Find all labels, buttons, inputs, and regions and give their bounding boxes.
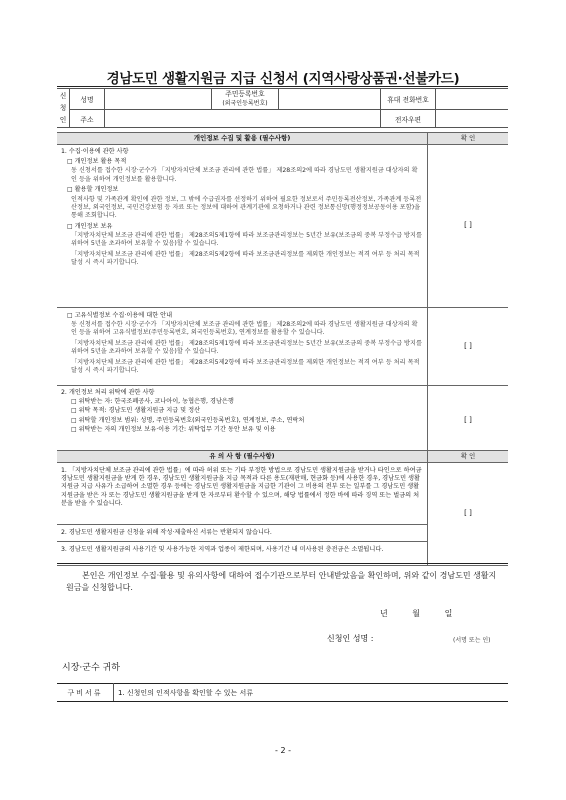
s2-item: □ 위탁받는 자: 한국조폐공사, 코나아이, 농협은행, 경남은행 <box>71 398 423 406</box>
phone-label: 휴대 전화번호 <box>381 89 436 110</box>
title-rule <box>57 86 508 87</box>
page-number: - 2 - <box>275 746 291 755</box>
privacy-check-1[interactable]: [ ] <box>428 144 509 307</box>
privacy-section-1 <box>57 144 428 307</box>
s1-purpose-title: □ 개인정보 활용 목적 <box>67 158 423 166</box>
caution-text-1: 1. 「지방자치단체 보조금 관리에 관한 법률」에 따라 허위 또는 기타 부정한 방법으로 경남도민 생활지원금을 받거나 타인으로 하여금 경남도민 생활지원금을 받게 한 경우, 경남도민 생활지원금을 지급 목적과 다른 용도(재판매, 현금화 등)에 사용한 경우, 경남도민 생활지원금 지급 사유가 소급하여 소멸한 경우 등에는 경남도민 생활지원금을 지급한 기관이 그 비용의 전부 또는 일부를 그 경남도민 생활지원금을 받은 자 또는 경남도민 생활지원금을 받게 한 자로부터 환수할 수 있으며, 해당 법률에서 정한 바에 따라 징역 또는 벌금의 처분을 받을 수 있습니다. <box>61 466 422 508</box>
recipient: 시장·군수 귀하 <box>62 663 120 673</box>
caution-text-2: 2. 경남도민 생활지원금 신청을 위해 작성·제출하신 서류는 반환되지 않습니다. <box>61 528 272 536</box>
side-char: 청 <box>59 104 67 112</box>
privacy-check-header: 확 인 <box>428 133 509 145</box>
signature-label: 신청인 성명 : <box>327 634 374 643</box>
side-char: 신 <box>59 92 67 100</box>
s1-title: 1. 수집·이용에 관한 사항 <box>61 147 129 155</box>
address-label: 주소 <box>70 110 105 128</box>
s1-retention-body2: 「지방자치단체 보조금 관리에 관한 법률」 제28조의5제2항에 따라 보조금관리정보를 제외한 개인정보는 적격 여부 등 처리 목적 달성 시 즉시 파기합니다. <box>71 250 420 267</box>
uid-body3: 「지방자치단체 보조금 관리에 관한 법률」 제28조의5제2항에 따라 보조금관리정보를 제외한 개인정보는 적격 여부 등 처리 목적 달성 시 즉시 파기합니다. <box>71 358 420 374</box>
signature-note: (서명 또는 인) <box>453 637 491 644</box>
uid-body1: 동 신청서를 접수한 시장·군수가 「지방자치단체 보조금 관리에 관한 법률」 제28조의2에 따라 경남도민 생활지원금 대상자의 확인 등을 위하여 고유식별정보(주민등록번호, 외국인등록번호), 연계정보를 활용할 수 있습니다. <box>71 321 418 337</box>
caution-item-1 <box>57 462 428 524</box>
s1-retention-title: □ 개인정보 보유 <box>67 223 423 231</box>
uid-body2: 「지방자치단체 보조금 관리에 관한 법률」 제28조의5제1항에 따라 보조금관리정보는 5년간 보유(보조금의 중복 부정수급 방지를 위하여 5년을 초과하여 보유할 수 있음)할 수 있습니다. <box>71 339 422 356</box>
s1-purpose-body: 동 신청서를 접수한 시장·군수가 「지방자치단체 보조금 관리에 관한 법률」 제28조의2에 따라 경남도민 생활지원금 대상자의 확인 등을 위하여 개인정보를 활용합니다. <box>71 167 418 183</box>
caution-check-header: 확 인 <box>428 451 509 463</box>
applicant-table <box>57 88 508 128</box>
rrn-label-line2: (외국인등록번호) <box>222 100 268 107</box>
privacy-check-2[interactable]: [ ] <box>428 307 509 385</box>
name-label: 성명 <box>70 89 105 110</box>
privacy-header: 개인정보 수집 및 활용 (필수사항) <box>57 133 428 145</box>
s2-item: □ 위탁 목적: 경남도민 생활지원금 지급 및 정산 <box>71 407 423 415</box>
date-line <box>380 608 452 619</box>
s2-item: □ 위탁받는 자의 개인정보 보유·이용 기간: 위탁업무 기간 동안 보유 및 이용 <box>71 426 423 434</box>
privacy-uid-section <box>57 307 428 385</box>
caution-text-3: 3. 경남도민 생활지원금의 사용기간 및 사용가능한 지역과 업종이 제한되며, 사용기간 내 미사용된 충전금은 소멸됩니다. <box>61 546 384 554</box>
name-field[interactable] <box>105 89 212 110</box>
rrn-label <box>212 89 279 110</box>
caution-check[interactable]: [ ] <box>428 462 509 565</box>
required-documents <box>57 683 508 702</box>
privacy-section-2 <box>57 385 428 455</box>
email-label: 전자우편 <box>381 110 436 128</box>
phone-field[interactable] <box>436 89 509 110</box>
caution-table <box>57 450 508 566</box>
s1-items-title: □ 활용할 개인정보 <box>67 186 423 194</box>
date-month: 월 <box>412 609 421 618</box>
s1-retention-body1: 「지방자치단체 보조금 관리에 관한 법률」 제28조의5제1항에 따라 보조금관리정보는 5년간 보유(보조금의 중복 부정수급 방지를 위하여 5년을 초과하여 보유할 수 있음)할 수 있습니다. <box>71 232 422 248</box>
form-title: 경남도민 생활지원금 지급 신청서 (지역사랑상품권·선불카드) <box>106 71 460 87</box>
uid-title: □ 고유식별정보 수집·이용에 대한 안내 <box>67 312 423 320</box>
date-day: 일 <box>444 609 453 618</box>
documents-label: 구비서류 <box>57 684 114 702</box>
privacy-table <box>57 132 508 456</box>
privacy-check-3[interactable]: [ ] <box>428 385 509 455</box>
caution-bottom-rule <box>57 563 508 564</box>
date-year: 년 <box>380 609 388 618</box>
s2-item: □ 위탁할 개인정보 범위: 성명, 주민등록번호(외국인등록번호), 연계정보, 주소, 연락처 <box>71 417 423 425</box>
side-char: 인 <box>59 116 67 124</box>
documents-value: 1. 신청인의 인적사항을 확인할 수 있는 서류 <box>114 684 509 702</box>
caution-header: 유 의 사 항 (필수사항) <box>57 451 428 463</box>
rrn-label-line1: 주민등록번호 <box>225 90 265 98</box>
s1-items-body: 인적사항 및 가족관계 확인에 관한 정보, 그 밖에 수급권자를 선정하기 위하여 필요한 정보로서 주민등록전산정보, 가족관계 등록전산정보, 외국인정보, 국민건강보험 등 자료 또는 정보에 대하여 관계기관에 요청하거나 관련 정보통신망(행정정보공동이용 포함)을 통해 조회합니다. <box>71 195 422 220</box>
rrn-field[interactable] <box>279 89 381 110</box>
consent-statement: 본인은 개인정보 수집·활용 및 유의사항에 대하여 접수기관으로부터 안내받았음을 확인하며, 위와 같이 경남도민 생활지원금을 신청합니다. <box>66 571 497 593</box>
caution-item-2 <box>57 524 428 541</box>
s2-title: 2. 개인정보 처리 위탁에 관한 사항 <box>61 388 155 396</box>
email-field[interactable] <box>436 110 509 128</box>
applicant-side-label <box>57 89 70 128</box>
address-field[interactable] <box>105 110 381 128</box>
